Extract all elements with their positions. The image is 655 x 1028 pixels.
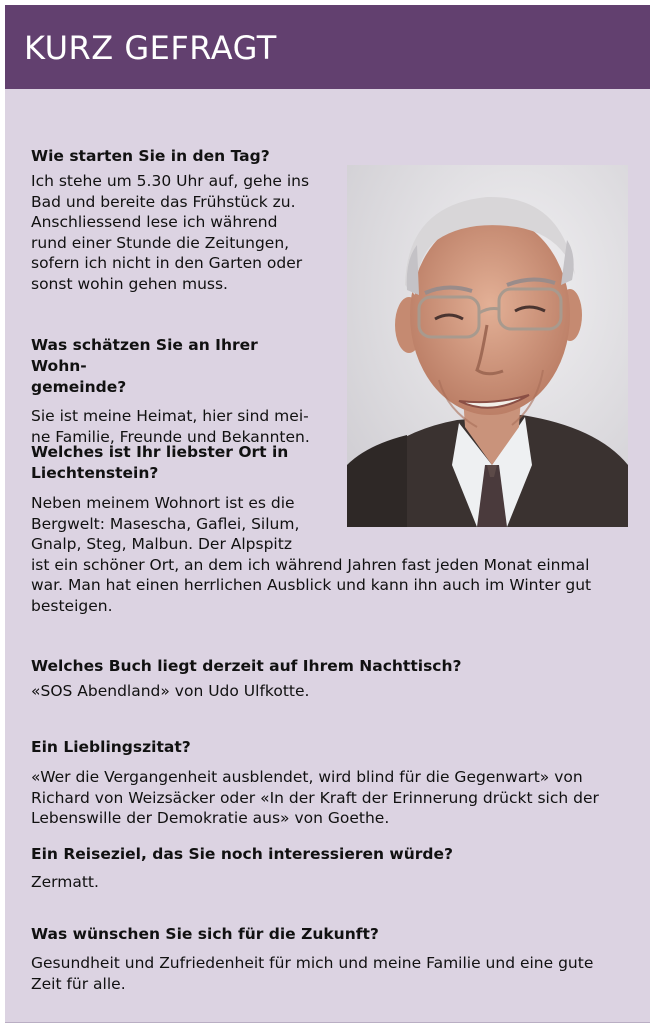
answer-line: Neben meinem Wohnort ist es die: [31, 494, 295, 512]
question: Was wünschen Sie sich für die Zukunft?: [31, 925, 379, 943]
answer-line: Ich stehe um 5.30 Uhr auf, gehe ins: [31, 172, 310, 190]
question: [31, 335, 317, 398]
answer-line: Richard von Weizsäcker oder «In der Kraft der Erinnerung drückt sich der: [31, 788, 599, 807]
answer-line: sonst wohin gehen muss.: [31, 274, 228, 293]
answer-line: Gesundheit und Zufriedenheit für mich und meine Familie und eine gute: [31, 954, 594, 972]
answer-line: sofern ich nicht in den Garten oder: [31, 254, 303, 272]
answer-line: Zermatt.: [31, 873, 99, 891]
answer-line: war. Man hat einen herrlichen Ausblick und kann ihn auch im Winter gut: [31, 576, 592, 594]
answer: [31, 171, 317, 294]
answer-line: Gnalp, Steg, Malbun. Der Alpspitz: [31, 535, 292, 553]
qa-block-2: [31, 335, 317, 447]
question-line: gemeinde?: [31, 378, 127, 396]
question-line: Liechtenstein?: [31, 464, 159, 482]
answer-line: Zeit für alle.: [31, 974, 126, 993]
answer-continued: [31, 555, 629, 617]
question: [31, 442, 317, 484]
qa-block-4: [31, 656, 629, 702]
answer: [31, 953, 629, 994]
answer-line: Bergwelt: Masescha, Gaflei, Silum,: [31, 514, 300, 533]
answer-line: «SOS Abendland» von Udo Ulfkotte.: [31, 682, 310, 700]
question: Ein Lieblingszitat?: [31, 738, 191, 756]
answer-line: ne Familie, Freunde und Bekannten.: [31, 427, 310, 446]
answer-line: ist ein schöner Ort, an dem ich während Jahren fast jeden Monat einmal: [31, 555, 590, 574]
qa-block-3: [31, 442, 629, 616]
question: Wie starten Sie in den Tag?: [31, 147, 270, 165]
answer-line: Lebenswille der Demokratie aus» von Goethe.: [31, 809, 390, 827]
answer: [31, 681, 629, 702]
question: Welches Buch liegt derzeit auf Ihrem Nachttisch?: [31, 657, 462, 675]
answer-line: Anschliessend lese ich während: [31, 213, 278, 231]
answer-line: besteigen.: [31, 596, 113, 615]
answer-line: rund einer Stunde die Zeitungen,: [31, 233, 290, 252]
answer: [31, 406, 317, 447]
question-line: Was schätzen Sie an Ihrer Wohn-: [31, 336, 258, 375]
answer: [31, 872, 629, 893]
qa-block-5: [31, 737, 629, 829]
interview-card: [5, 5, 650, 1023]
header-bar: [5, 5, 650, 89]
answer-line: «Wer die Vergangenheit ausblendet, wird blind für die Gegenwart» von: [31, 768, 583, 786]
qa-block-1: [31, 146, 317, 294]
question: Ein Reiseziel, das Sie noch interessieren würde?: [31, 845, 454, 863]
answer-line: Bad und bereite das Frühstück zu.: [31, 192, 296, 211]
qa-block-7: [31, 924, 629, 994]
question-line: Welches ist Ihr liebster Ort in: [31, 443, 289, 461]
answer-line: Sie ist meine Heimat, hier sind mei-: [31, 407, 309, 425]
header-title: KURZ GEFRAGT: [24, 29, 277, 67]
answer: [31, 493, 317, 555]
answer: [31, 767, 629, 829]
qa-block-6: [31, 844, 629, 893]
